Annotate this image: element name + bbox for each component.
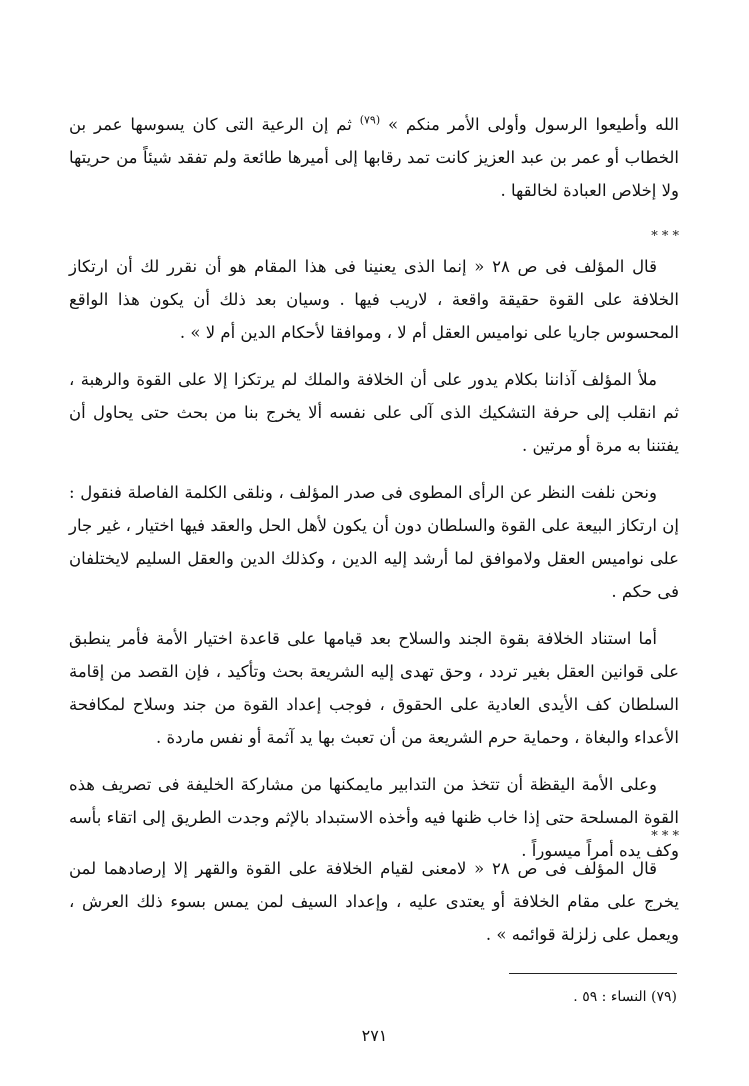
paragraph-continuation <box>69 108 679 207</box>
paragraph-quote-author-1: قال المؤلف فى ص ٢٨ « إنما الذى يعنينا فى هذا المقام هو أن نقرر لك أن ارتكاز الخلافة على القوة حقيقة واقعة ، لاريب فيها . وسيان بعد ذلك أن يكون هذا الواقع المحسوس جاريا على نواميس العقل أم لا ، وموافقا لأحكام الدين أم لا » . <box>69 257 679 342</box>
paragraph-text: ثم إن الرعية التى كان يسوسها عمر بن الخطاب أو عمر بن عبد العزيز كانت تمد رقابها إلى أميرها طائعة ولم تفقد شيئاً من حريتها ولا إخلاص العبادة لخالقها . <box>69 115 679 200</box>
paragraph-commentary-4: وعلى الأمة اليقظة أن تتخذ من التدابير مايمكنها من مشاركة الخليفة فى تصريف هذه القوة المسلحة حتى إذا خاب ظنها فيه وأخذه الاستبداد بالإثم وجدت الطريق إلى اتقاء بأسه وكف يده أمراً ميسوراً . <box>69 775 679 860</box>
main-text-top <box>69 108 679 207</box>
page-number: ٢٧١ <box>361 1026 388 1045</box>
separator-2-wrap <box>69 822 679 852</box>
paragraph-commentary-2: ونحن نلفت النظر عن الرأى المطوى فى صدر المؤلف ، ونلقى الكلمة الفاصلة فنقول : إن ارتكاز البيعة على القوة والسلطان دون أن يكون لأهل الحل والعقد فيها اختيار ، غير جار على نواميس العقل ولاموافق لما أرشد إليه الدين ، وكذلك الدين والعقل السليم لايختلفان فى حكم . <box>69 483 679 601</box>
main-text-bottom <box>69 852 679 951</box>
quote-text: الله وأطيعوا الرسول وأولى الأمر منكم » <box>387 115 680 134</box>
paragraph-commentary-3: أما استناد الخلافة بقوة الجند والسلاح بعد قيامها على قاعدة اختيار الأمة فأمر ينطبق على قوانين العقل بغير تردد ، وحق تهدى إليه الشريعة بحث وتأكيد ، فإن القصد من إقامة السلطان كف الأيدى العادية على الحقوق ، فوجب إعداد القوة من جند وسلاح لمكافحة الأعداء والبغاة ، وحماية حرم الشريعة من أن تعبث بها يد آثمة أو نفس ماردة . <box>69 629 679 747</box>
section-separator: * * * <box>651 229 679 244</box>
paragraph-commentary-1: ملأ المؤلف آذاننا بكلام يدور على أن الخلافة والملك لم يرتكزا إلا على القوة والرهبة ، ثم انقلب إلى حرفة التشكيك الذى آلى على نفسه ألا يخرج بنا من بحث حتى يحاول أن يفتننا به مرة أو مرتين . <box>69 370 679 455</box>
separator-1-wrap <box>69 222 679 252</box>
footnote-ref: (٧٩) <box>359 113 381 127</box>
main-text-middle <box>69 250 679 867</box>
paragraph-quote-author-2: قال المؤلف فى ص ٢٨ « لامعنى لقيام الخلافة على القوة والقهر إلا إرصادهما لمن يخرج على مقام الخلافة أو يعتدى عليه ، وإعداد السيف لمن يمس بسوء ذلك العرش ، ويعمل على زلزلة قوائمه » . <box>69 859 679 944</box>
footnote-divider <box>509 973 677 974</box>
section-separator: * * * <box>651 829 679 844</box>
footnote: (٧٩) النساء : ٥٩ . <box>573 989 677 1005</box>
